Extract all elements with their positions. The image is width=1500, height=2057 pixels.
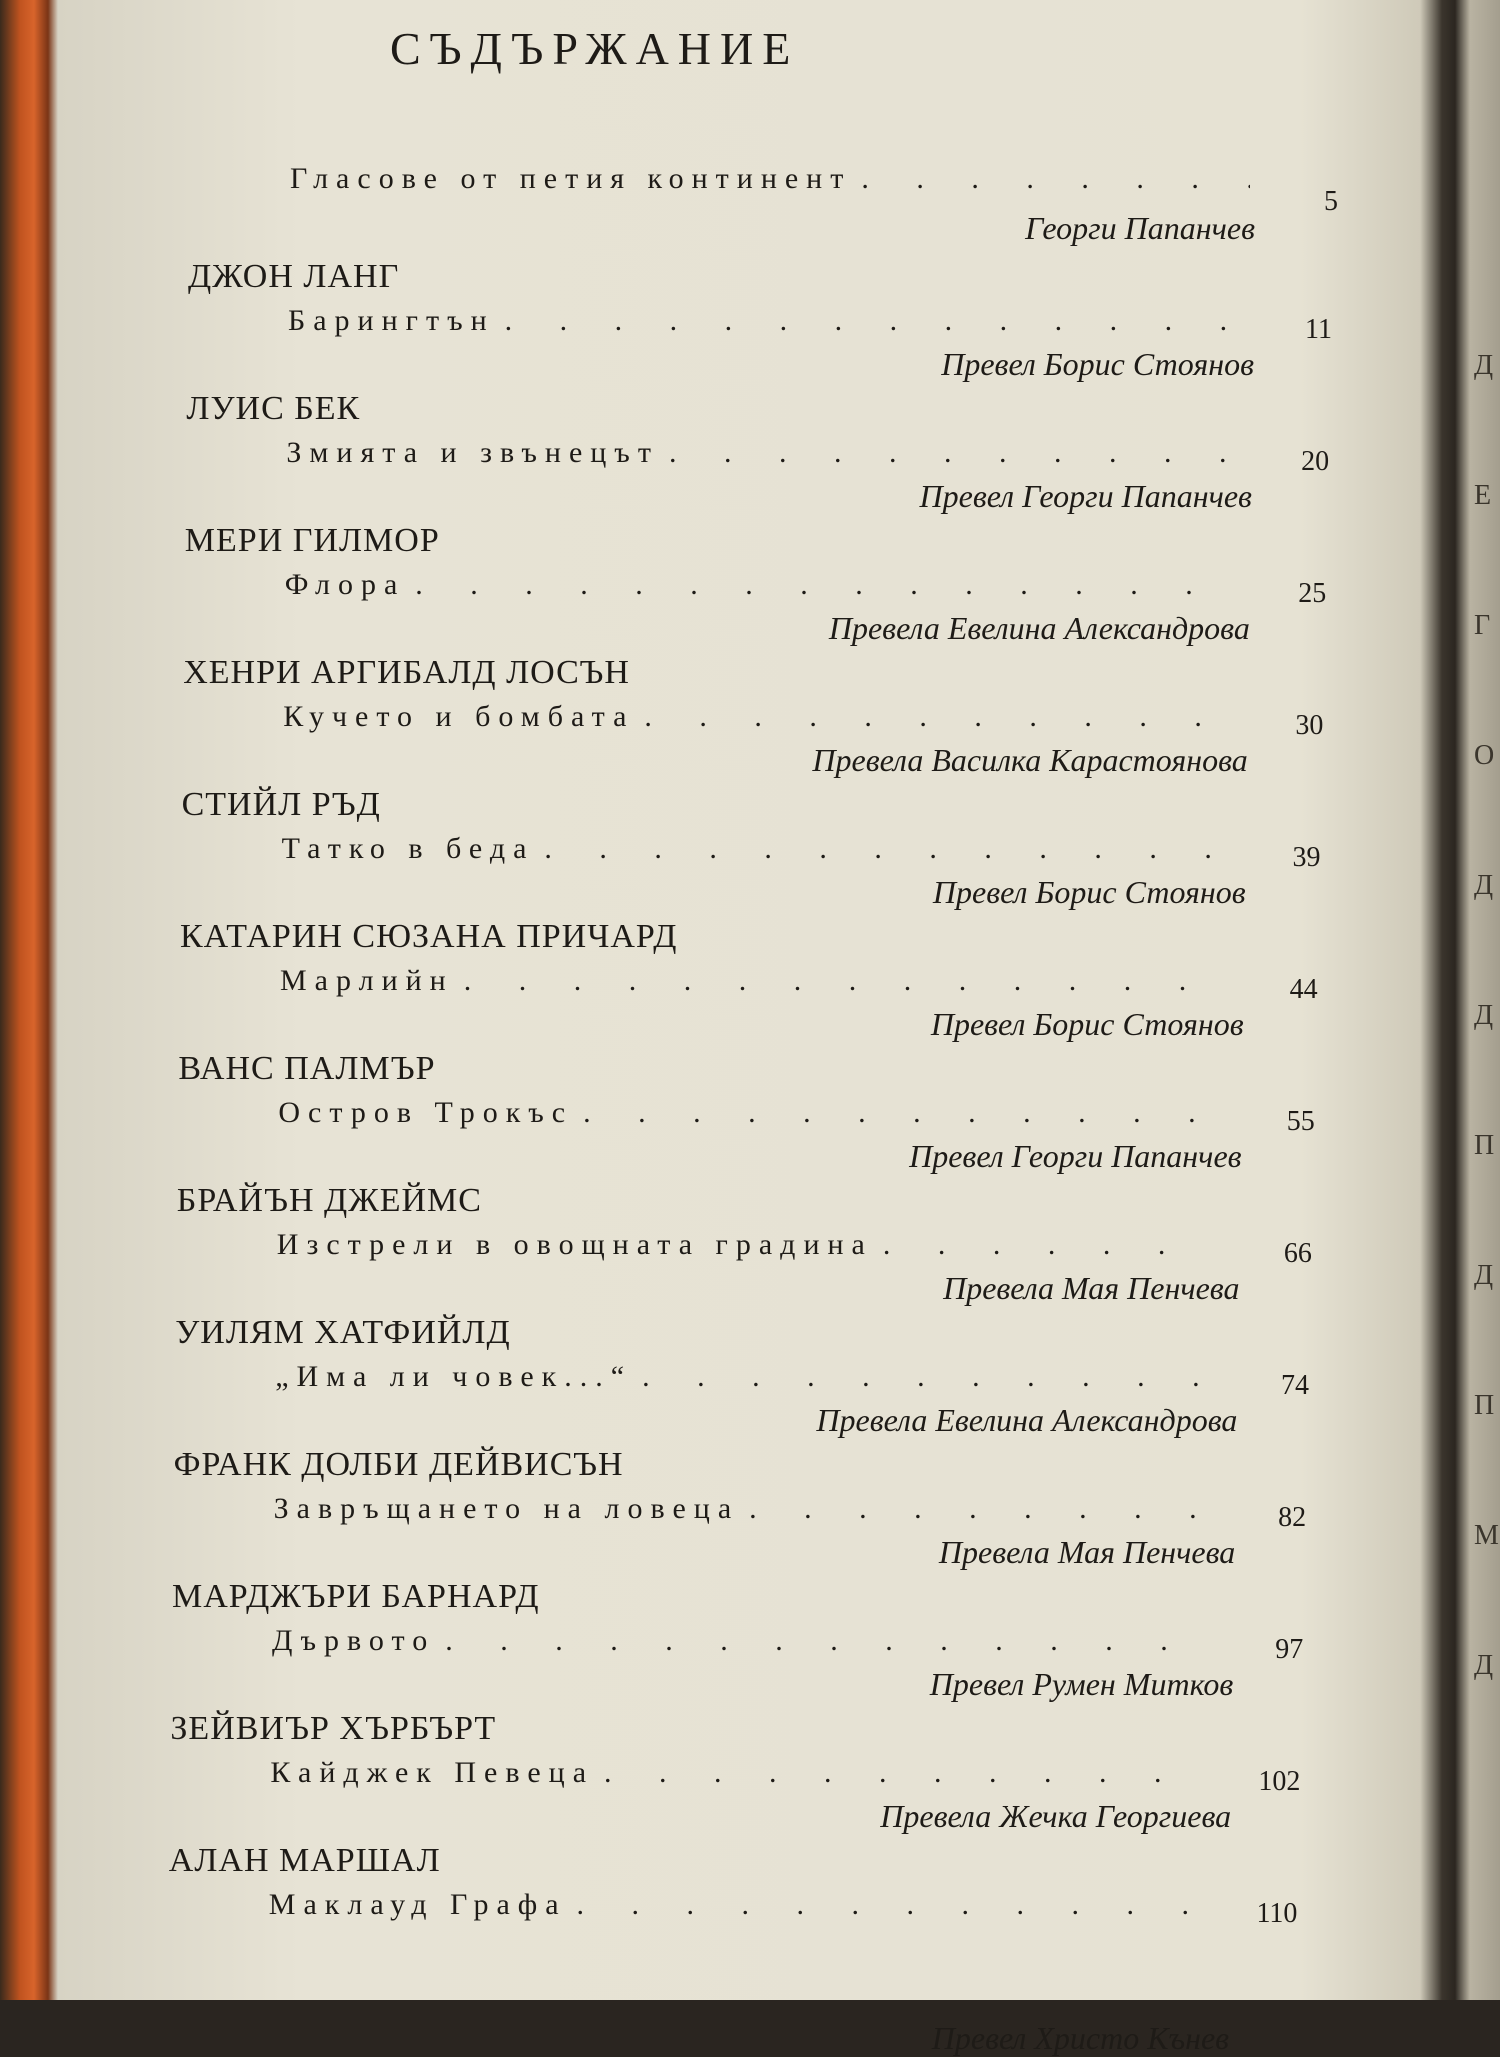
entry-translator: Превела Евелина Александрова	[816, 1402, 1238, 1438]
entry-translator: Превел Георги Папанчев	[909, 1138, 1242, 1174]
entry-page-number: 82	[1278, 1502, 1307, 1533]
entry-translator: Превел Румен Митков	[929, 1666, 1234, 1702]
entry-translator: Превела Жечка Георгиева	[880, 1798, 1232, 1834]
entry-page-number: 20	[1301, 446, 1330, 477]
margin-letter: Г	[1474, 610, 1491, 641]
dot-leader	[583, 1096, 1215, 1130]
entry-translator: Превела Мая Пенчева	[938, 1534, 1236, 1570]
entry-work-title: Изстрели в овощната градина	[276, 1228, 873, 1261]
entry-line	[272, 1624, 1202, 1658]
entry-page-number: 44	[1289, 974, 1318, 1005]
dot-leader	[577, 1888, 1196, 1922]
entry-page-number: 39	[1292, 842, 1321, 873]
entry-translator: Превела Василка Карастоянова	[812, 742, 1248, 778]
entry-author: МАРДЖЪРИ БАРНАРД	[172, 1578, 540, 1615]
entry-author: ВАНС ПАЛМЪР	[178, 1050, 436, 1087]
entry-work-title: Барингтън	[288, 304, 495, 337]
entry-work-title: Кайджек Певеца	[270, 1756, 595, 1789]
dot-leader	[669, 436, 1231, 470]
entry-page-number: 66	[1283, 1238, 1312, 1269]
margin-letter: П	[1474, 1130, 1495, 1161]
dot-leader	[749, 1492, 1205, 1526]
entry-line	[274, 1492, 1206, 1526]
entry-line	[270, 1756, 1198, 1790]
intro-page-number: 5	[1324, 186, 1338, 217]
entry-author: ЗЕЙВИЪР ХЪРБЪРТ	[170, 1710, 497, 1747]
entry-translator: Превел Георги Папанчев	[919, 478, 1252, 514]
entry-author: ХЕНРИ АРГИБАЛД ЛОСЪН	[183, 654, 630, 691]
intro-translator: Георги Папанчев	[1025, 210, 1255, 246]
entry-line	[283, 700, 1224, 734]
entry-author: СТИЙЛ РЪД	[181, 786, 381, 823]
margin-letter: М	[1474, 1520, 1499, 1551]
entry-page-number: 102	[1258, 1766, 1301, 1797]
page-title: СЪДЪРЖАНИЕ	[390, 23, 800, 74]
entry-line	[280, 964, 1218, 998]
entry-work-title: Змията и звънецът	[286, 436, 659, 469]
dot-leader	[644, 700, 1224, 734]
entry-page-number: 74	[1280, 1370, 1309, 1401]
entry-author: ЛУИС БЕК	[186, 390, 361, 427]
entry-page-number: 25	[1298, 578, 1327, 609]
dot-leader	[544, 832, 1221, 866]
entry-author: ФРАНК ДОЛБИ ДЕЙВИСЪН	[173, 1446, 624, 1483]
entry-page-number: 110	[1256, 1898, 1298, 1929]
entry-line	[285, 568, 1228, 602]
entry-translator: Превела Евелина Александрова	[828, 610, 1250, 646]
dot-leader	[861, 162, 1250, 196]
margin-letter: Д	[1474, 1000, 1494, 1031]
entry-work-title: Завръщането на ловеца	[273, 1492, 740, 1525]
entry-work-title: Флора	[284, 568, 406, 601]
entry-translator: Превел Борис Стоянов	[941, 346, 1254, 382]
dot-leader	[642, 1360, 1208, 1394]
entry-author: БРАЙЪН ДЖЕЙМС	[176, 1182, 482, 1219]
intro-work-title: Гласове от петия континент	[290, 162, 852, 195]
dot-leader	[505, 304, 1234, 338]
margin-letter: Е	[1474, 480, 1492, 511]
margin-letter: Д	[1474, 1650, 1494, 1681]
entry-line	[269, 1888, 1196, 1922]
entry-translator: Превела Мая Пенчева	[943, 1270, 1240, 1306]
entry-work-title: Остров Трокъс	[278, 1096, 574, 1129]
entry-page-number: 30	[1295, 710, 1324, 741]
dot-leader	[464, 964, 1218, 998]
dot-leader	[445, 1624, 1202, 1658]
entry-author: АЛАН МАРШАЛ	[168, 1842, 441, 1879]
dot-leader	[415, 568, 1227, 602]
entry-author: УИЛЯМ ХАТФИЙЛД	[175, 1314, 511, 1351]
margin-letter: О	[1474, 740, 1495, 771]
entry-page-number: 97	[1275, 1634, 1304, 1665]
entry-translator: Превел Христо Кънев	[931, 2020, 1230, 2056]
margin-letter: П	[1474, 1390, 1495, 1421]
margin-letter: Д	[1474, 1260, 1494, 1291]
entry-line	[288, 304, 1234, 338]
entry-author: ДЖОН ЛАНГ	[188, 258, 400, 295]
entry-work-title: Маклауд Графа	[268, 1888, 567, 1921]
margin-letter: Д	[1474, 350, 1494, 381]
entry-work-title: Кучето и бомбата	[283, 700, 635, 733]
entry-author: КАТАРИН СЮЗАНА ПРИЧАРД	[180, 918, 678, 955]
entry-translator: Превел Борис Стоянов	[932, 874, 1246, 910]
dot-leader	[883, 1228, 1212, 1262]
entry-work-title: „Има ли човек...“	[275, 1360, 633, 1393]
entry-line	[277, 1228, 1212, 1262]
entry-author: МЕРИ ГИЛМОР	[184, 522, 440, 559]
entry-work-title: Дървото	[272, 1624, 436, 1657]
entry-translator: Превел Борис Стоянов	[930, 1006, 1244, 1042]
entry-page-number: 11	[1305, 314, 1332, 345]
entry-work-title: Марлийн	[280, 964, 454, 997]
entry-line	[278, 1096, 1214, 1130]
entry-work-title: Татко в беда	[281, 832, 535, 865]
margin-letter: Д	[1474, 870, 1494, 901]
dot-leader	[604, 1756, 1199, 1790]
entry-line	[286, 436, 1230, 470]
entry-page-number: 55	[1286, 1106, 1315, 1137]
intro-line	[290, 162, 1250, 196]
entry-line	[282, 832, 1222, 866]
entry-line	[275, 1360, 1208, 1394]
